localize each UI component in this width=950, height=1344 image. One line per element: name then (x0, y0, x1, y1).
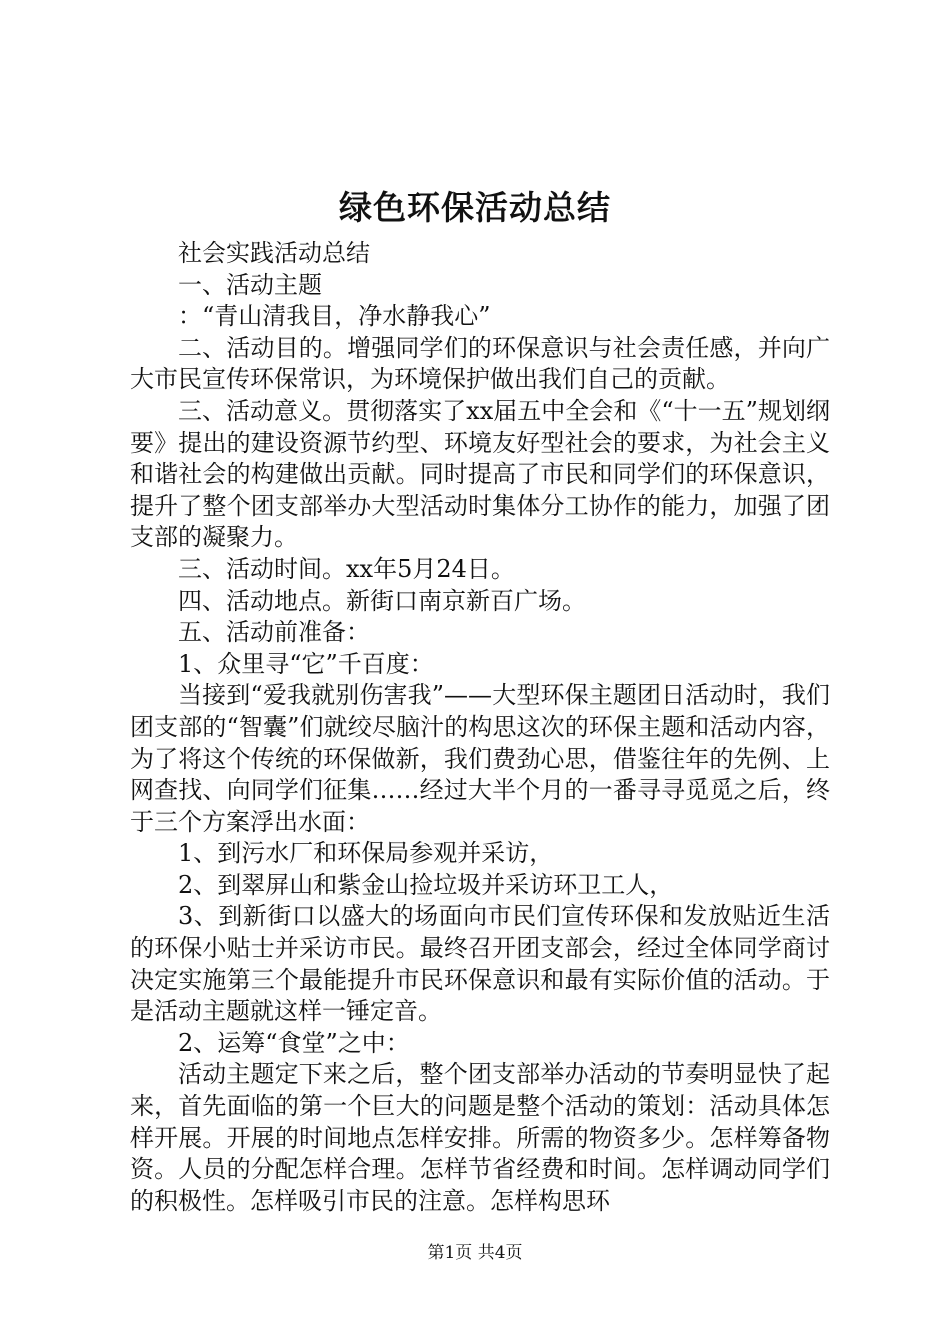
document-title: 绿色环保活动总结 (339, 188, 611, 227)
paragraph: 活动主题定下来之后，整个团支部举办活动的节奏明显快了起来，首先面临的第一个巨大的问题是整个活动的策划：活动具体怎样开展。开展的时间地点怎样安排。所需的物资多少。怎样筹备物资。人员的分配怎样合理。怎样节省经费和时间。怎样调动同学们的积极性。怎样吸引市民的注意。怎样构思环 (130, 1060, 830, 1215)
paragraph: 五、活动前准备： (178, 618, 370, 647)
paragraph: 一、活动主题 (178, 270, 322, 299)
paragraph: 二、活动目的。增强同学们的环保意识与社会责任感，并向广大市民宣传环保常识，为环境保护做出我们自己的贡献。 (130, 333, 830, 394)
document-body (130, 238, 830, 1217)
paragraph: 2、到翠屏山和紫金山捡垃圾并采访环卫工人， (178, 870, 674, 899)
paragraph: 3、到新街口以盛大的场面向市民们宣传环保和发放贴近生活的环保小贴士并采访市民。最终召开团支部会，经过全体同学商讨决定实施第三个最能提升市民环保意识和最有实际价值的活动。于是活动主题就这样一锤定音。 (130, 902, 830, 1026)
paragraph: ：“青山清我目，净水静我心” (178, 302, 491, 331)
paragraph: 社会实践活动总结 (178, 239, 370, 267)
paragraph: 2、运筹“食堂”之中： (178, 1028, 410, 1057)
paragraph: 1、到污水厂和环保局参观并采访， (178, 839, 554, 868)
paragraph: 四、活动地点。新街口南京新百广场。 (178, 586, 586, 615)
page-number-footer: 第1页 共4页 (427, 1243, 523, 1263)
paragraph: 1、众里寻“它”千百度： (178, 649, 434, 678)
paragraph: 三、活动意义。贯彻落实了xx届五中全会和《“十一五”规划纲要》提出的建设资源节约型、环境友好型社会的要求，为社会主义和谐社会的构建做出贡献。同时提高了市民和同学们的环保意识，提升了整个团支部举办大型活动时集体分工协作的能力，加强了团支部的凝聚力。 (130, 396, 830, 552)
paragraph: 当接到“爱我就别伤害我”——大型环保主题团日活动时，我们团支部的“智囊”们就绞尽脑汁的构思这次的环保主题和活动内容，为了将这个传统的环保做新，我们费劲心思，借鉴往年的先例、上网查找、向同学们征集……经过大半个月的一番寻寻觅觅之后，终于三个方案浮出水面： (130, 681, 830, 836)
paragraph: 三、活动时间。xx年5月24日。 (178, 554, 515, 583)
